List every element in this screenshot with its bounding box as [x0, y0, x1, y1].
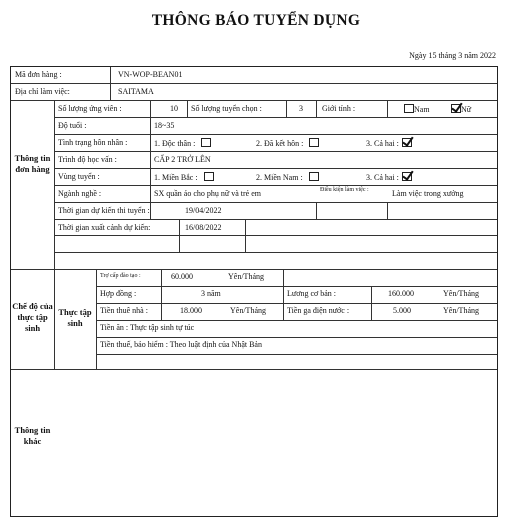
insurance-info: Tiền thuế, bảo hiểm : Theo luật định của Nhật Bản [100, 340, 262, 349]
checked-checkbox-icon[interactable] [402, 172, 412, 181]
issue-date: Ngày 15 tháng 3 năm 2022 [409, 51, 496, 60]
salary-label: Lương cơ bản : [287, 289, 337, 298]
region-option-both[interactable] [366, 172, 412, 183]
rent-unit: Yên/Tháng [230, 306, 266, 315]
meal-info: Tiền ăn : Thực tập sinh tự túc [100, 323, 195, 332]
checkbox-icon[interactable] [201, 138, 211, 147]
region-option-south[interactable] [256, 172, 319, 183]
checked-checkbox-icon[interactable] [402, 138, 412, 147]
select-count-label: Số lượng tuyển chọn : [191, 104, 262, 113]
gender-male-option[interactable] [401, 104, 430, 115]
age-label: Độ tuổi : [58, 121, 87, 130]
departure-date-value: 16/08/2022 [185, 223, 222, 232]
order-info-section-title: Thông tin đơn hàng [14, 153, 51, 174]
work-condition-label: Điều kiện làm việc : [320, 187, 369, 193]
utility-value: 5.000 [393, 306, 411, 315]
gender-label: Giới tính : [322, 104, 356, 113]
rent-label: Tiền thuê nhà : [100, 306, 148, 315]
marital-option-married-label: 2. Đã kết hôn : [256, 139, 304, 148]
training-allowance-unit: Yên/Tháng [228, 272, 264, 281]
order-code-value: VN-WOP-BEAN01 [118, 70, 183, 79]
marital-label: Tình trạng hôn nhân : [58, 138, 128, 147]
checkbox-icon[interactable] [309, 172, 319, 181]
checkbox-icon[interactable] [204, 172, 214, 181]
checkbox-icon[interactable] [404, 104, 414, 113]
other-info-section-title: Thông tin khác [14, 425, 51, 446]
recruitment-form [10, 66, 498, 517]
marital-option-single[interactable] [154, 138, 211, 149]
gender-male-label: Nam [414, 105, 430, 114]
marital-option-single-label: 1. Độc thân : [154, 139, 196, 148]
region-option-south-label: 2. Miền Nam : [256, 173, 303, 182]
salary-unit: Yên/Tháng [443, 289, 479, 298]
region-option-north-label: 1. Miền Bắc : [154, 173, 198, 182]
utility-unit: Yên/Tháng [443, 306, 479, 315]
industry-label: Ngành nghề : [58, 189, 102, 198]
contract-value: 3 năm [201, 289, 221, 298]
checked-checkbox-icon[interactable] [451, 104, 461, 113]
recruit-count-value: 10 [170, 104, 178, 113]
education-value: CẤP 2 TRỞ LÊN [154, 155, 211, 164]
marital-option-married[interactable] [256, 138, 319, 149]
order-code-label: Mã đơn hàng : [15, 70, 62, 79]
rent-value: 18.000 [180, 306, 202, 315]
page-title: THÔNG BÁO TUYỂN DỤNG [151, 12, 361, 29]
age-value: 18~35 [154, 121, 175, 130]
work-condition-value: Làm việc trong xưởng [392, 189, 464, 198]
education-label: Trình độ học vấn : [58, 155, 117, 164]
recruit-count-label: Số lượng ứng viên : [58, 104, 122, 113]
workplace-label: Địa chỉ làm việc: [15, 87, 70, 96]
intern-subsection-title: Thực tập sinh [58, 307, 92, 328]
training-allowance-value: 60.000 [171, 272, 193, 281]
salary-value: 160.000 [388, 289, 414, 298]
training-allowance-label: Trợ cấp đào tạo : [100, 273, 141, 279]
workplace-value: SAITAMA [118, 87, 154, 96]
utility-label: Tiền ga điện nước : [287, 306, 350, 315]
gender-female-label: Nữ [461, 105, 472, 114]
marital-option-both-label: 3. Cả hai : [366, 139, 399, 148]
industry-value: SX quần áo cho phụ nữ và trẻ em [154, 189, 261, 198]
region-option-north[interactable] [154, 172, 214, 183]
region-label: Vùng tuyển : [58, 172, 100, 181]
checkbox-icon[interactable] [309, 138, 319, 147]
exam-date-label: Thời gian dự kiến thi tuyển : [58, 206, 150, 215]
exam-date-value: 19/04/2022 [185, 206, 222, 215]
region-option-both-label: 3. Cả hai : [366, 173, 399, 182]
select-count-value: 3 [299, 104, 303, 113]
benefits-section-title: Chế độ của thực tập sinh [12, 301, 53, 333]
departure-date-label: Thời gian xuất cảnh dự kiến: [58, 223, 151, 232]
gender-female-option[interactable] [448, 104, 471, 115]
marital-option-both[interactable] [366, 138, 412, 149]
contract-label: Hợp đồng : [100, 289, 137, 298]
